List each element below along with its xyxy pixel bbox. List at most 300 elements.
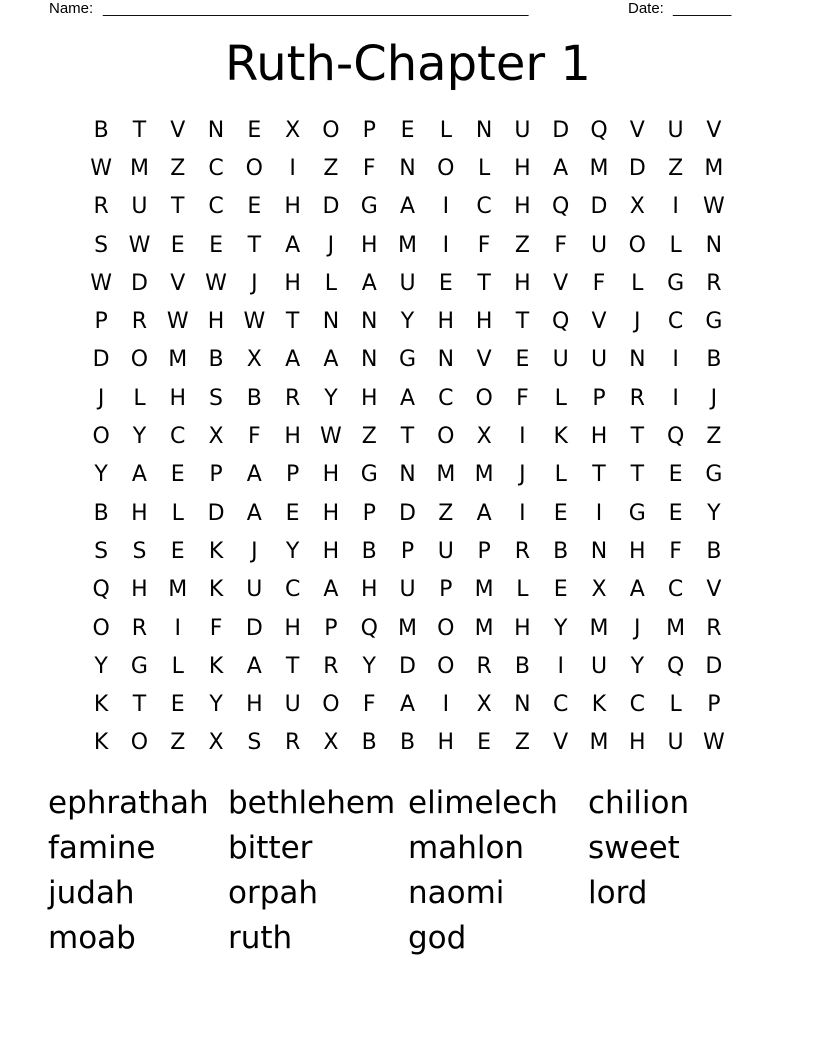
grid-letter: O — [437, 653, 455, 679]
grid-letter: E — [668, 500, 683, 526]
grid-letter: O — [92, 615, 110, 641]
grid-letter: Q — [552, 309, 570, 335]
grid-letter: A — [399, 692, 416, 718]
grid-letter: E — [553, 577, 568, 603]
grid-letter: R — [323, 653, 339, 679]
grid-letter: I — [672, 385, 679, 411]
grid-letter: E — [438, 270, 453, 296]
grid-letter: W — [90, 270, 113, 296]
grid-letter: I — [442, 194, 450, 220]
grid-letter: N — [629, 347, 646, 373]
grid-letter: K — [93, 730, 109, 756]
grid-letter: V — [629, 117, 645, 143]
grid-letter: V — [170, 117, 186, 143]
grid-letter: Y — [132, 424, 147, 450]
grid-letter: J — [97, 385, 105, 411]
grid-letter: X — [208, 730, 224, 756]
grid-letter: W — [205, 270, 227, 296]
grid-letter: T — [515, 309, 530, 335]
grid-letter: H — [284, 270, 301, 296]
grid-letter: J — [519, 462, 526, 488]
grid-letter: I — [442, 692, 450, 718]
grid-letter: A — [399, 385, 416, 411]
grid-letter: S — [132, 538, 147, 564]
grid-letter: R — [131, 615, 148, 641]
grid-letter: E — [247, 117, 262, 143]
grid-letter: U — [667, 730, 684, 756]
grid-letter: G — [667, 270, 685, 296]
grid-letter: Z — [438, 500, 454, 526]
grid-letter: W — [703, 194, 725, 220]
grid-letter: F — [477, 232, 491, 258]
grid-letter: P — [324, 615, 338, 641]
grid-letter: H — [284, 615, 301, 641]
grid-letter: U — [590, 232, 608, 258]
grid-letter: U — [437, 538, 454, 564]
grid-letter: J — [634, 615, 641, 641]
grid-letter: H — [284, 424, 301, 450]
grid-letter: O — [628, 232, 646, 258]
grid-letter: E — [285, 500, 300, 526]
word-list-item: moab — [48, 920, 136, 956]
grid-letter: B — [93, 117, 109, 143]
grid-letter: V — [591, 309, 607, 335]
grid-letter: Y — [285, 538, 300, 564]
date-field: _______ — [673, 0, 732, 17]
word-list-item: famine — [48, 830, 156, 866]
grid-letter: X — [629, 194, 645, 220]
grid-letter: M — [474, 462, 494, 488]
letter-grid — [82, 111, 733, 762]
word-list-empty — [588, 916, 768, 961]
grid-letter: O — [322, 117, 340, 143]
grid-letter: H — [131, 500, 148, 526]
grid-letter: M — [589, 615, 609, 641]
grid-letter: I — [519, 500, 526, 526]
grid-letter: Y — [553, 615, 568, 641]
grid-letter: F — [362, 692, 376, 718]
grid-letter: M — [474, 615, 494, 641]
grid-letter: T — [132, 117, 147, 143]
grid-letter: R — [629, 385, 645, 411]
grid-letter: O — [245, 155, 263, 181]
grid-letter: N — [360, 309, 378, 335]
grid-letter: T — [171, 194, 185, 220]
grid-letter: O — [475, 385, 493, 411]
grid-letter: E — [170, 692, 185, 718]
grid-letter: P — [362, 117, 376, 143]
grid-letter: K — [591, 692, 607, 718]
grid-letter: U — [667, 117, 684, 143]
grid-letter: N — [475, 117, 493, 143]
grid-letter: J — [251, 270, 258, 296]
grid-letter: B — [93, 500, 109, 526]
grid-letter: N — [590, 538, 608, 564]
grid-letter: V — [170, 270, 186, 296]
grid-letter: K — [208, 577, 224, 603]
grid-letter: A — [285, 232, 301, 258]
grid-letter: N — [514, 692, 531, 718]
grid-letter: Y — [630, 653, 645, 679]
grid-letter: I — [519, 424, 526, 450]
grid-letter: H — [322, 462, 340, 488]
grid-letter: S — [247, 730, 262, 756]
grid-letter: D — [92, 347, 110, 373]
grid-letter: A — [361, 270, 377, 296]
grid-letter: W — [128, 232, 151, 258]
grid-letter: D — [628, 155, 646, 181]
grid-letter: Q — [666, 424, 685, 450]
grid-letter: V — [553, 730, 569, 756]
grid-letter: J — [251, 538, 258, 564]
grid-letter: W — [90, 155, 113, 181]
grid-letter: G — [705, 309, 723, 335]
grid-letter: F — [554, 232, 568, 258]
grid-letter: O — [130, 730, 149, 756]
grid-letter: R — [93, 194, 109, 220]
grid-letter: Y — [362, 653, 376, 679]
grid-letter: T — [630, 424, 645, 450]
date-label: Date: — [628, 0, 664, 17]
grid-letter: V — [706, 117, 722, 143]
grid-letter: I — [442, 232, 450, 258]
word-list-item: naomi — [408, 875, 505, 911]
grid-letter: C — [208, 194, 224, 220]
word-list-item: chilion — [588, 785, 690, 821]
grid-letter: J — [710, 385, 718, 411]
grid-letter: P — [362, 500, 376, 526]
grid-letter: B — [361, 538, 377, 564]
grid-letter: C — [170, 424, 186, 450]
grid-letter: R — [131, 309, 148, 335]
grid-letter: L — [439, 117, 452, 143]
grid-letter: U — [246, 577, 263, 603]
grid-letter: D — [130, 270, 148, 296]
grid-letter: G — [360, 462, 378, 488]
grid-letter: L — [669, 692, 682, 718]
grid-letter: U — [590, 347, 608, 373]
grid-letter: Z — [514, 730, 530, 756]
grid-letter: Y — [324, 385, 338, 411]
word-list-item: mahlon — [408, 830, 525, 866]
grid-letter: E — [247, 194, 262, 220]
grid-letter: J — [634, 309, 641, 335]
grid-letter: O — [437, 424, 455, 450]
grid-letter: E — [668, 462, 683, 488]
grid-letter: C — [667, 309, 684, 335]
grid-letter: U — [399, 270, 416, 296]
grid-letter: I — [289, 155, 296, 181]
grid-letter: U — [514, 117, 531, 143]
grid-letter: H — [590, 424, 608, 450]
grid-letter: C — [667, 577, 684, 603]
grid-letter: N — [207, 117, 225, 143]
grid-letter: R — [284, 385, 301, 411]
grid-letter: X — [476, 424, 492, 450]
grid-letter: B — [208, 347, 224, 373]
name-label: Name: — [49, 0, 94, 17]
grid-letter: G — [705, 462, 723, 488]
grid-letter: H — [131, 577, 148, 603]
word-list-item: lord — [588, 875, 648, 911]
word-list-item: sweet — [588, 830, 680, 866]
grid-letter: P — [592, 385, 606, 411]
grid-letter: P — [707, 692, 721, 718]
grid-letter: J — [327, 232, 335, 258]
grid-letter: P — [477, 538, 491, 564]
grid-letter: W — [703, 730, 725, 756]
grid-letter: I — [595, 500, 603, 526]
grid-letter: N — [705, 232, 723, 258]
word-list-item: ephrathah — [48, 785, 209, 821]
grid-letter: R — [706, 270, 722, 296]
grid-letter: V — [476, 347, 492, 373]
grid-letter: H — [629, 730, 646, 756]
grid-letter: X — [323, 730, 339, 756]
grid-letter: M — [436, 462, 456, 488]
grid-letter: X — [285, 117, 301, 143]
grid-letter: X — [208, 424, 224, 450]
grid-letter: W — [243, 309, 266, 335]
grid-letter: C — [629, 692, 645, 718]
grid-letter: D — [399, 653, 416, 679]
grid-letter: D — [245, 615, 263, 641]
grid-letter: N — [437, 347, 455, 373]
grid-letter: K — [93, 692, 109, 718]
grid-letter: E — [515, 347, 530, 373]
grid-letter: R — [706, 615, 722, 641]
grid-letter: X — [476, 692, 492, 718]
grid-letter: W — [166, 309, 189, 335]
grid-letter: L — [554, 462, 567, 488]
grid-letter: T — [285, 309, 300, 335]
grid-letter: W — [320, 424, 342, 450]
grid-letter: L — [554, 385, 567, 411]
grid-letter: Q — [552, 194, 570, 220]
grid-letter: O — [322, 692, 340, 718]
grid-letter: Z — [361, 424, 377, 450]
grid-letter: B — [246, 385, 262, 411]
grid-letter: H — [207, 309, 225, 335]
grid-letter: A — [323, 577, 339, 603]
grid-letter: O — [437, 155, 455, 181]
grid-letter: A — [285, 347, 301, 373]
grid-letter: T — [285, 653, 300, 679]
grid-letter: E — [553, 500, 568, 526]
grid-letter: P — [209, 462, 223, 488]
grid-letter: R — [476, 653, 492, 679]
grid-letter: F — [669, 538, 682, 564]
grid-letter: F — [248, 424, 261, 450]
grid-letter: Z — [668, 155, 684, 181]
grid-letter: D — [399, 500, 416, 526]
grid-letter: L — [133, 385, 146, 411]
grid-letter: M — [398, 232, 418, 258]
grid-letter: R — [284, 730, 301, 756]
grid-letter: I — [672, 194, 679, 220]
grid-letter: T — [247, 232, 262, 258]
grid-letter: M — [129, 155, 149, 181]
grid-letter: A — [476, 500, 492, 526]
grid-letter: U — [284, 692, 301, 718]
grid-letter: E — [170, 462, 185, 488]
grid-letter: T — [477, 270, 491, 296]
grid-letter: S — [209, 385, 224, 411]
grid-letter: E — [209, 232, 223, 258]
grid-letter: G — [628, 500, 646, 526]
grid-letter: O — [130, 347, 149, 373]
grid-letter: A — [553, 155, 569, 181]
grid-letter: Q — [666, 653, 685, 679]
grid-letter: Q — [92, 577, 110, 603]
grid-letter: M — [168, 577, 188, 603]
grid-letter: A — [399, 194, 416, 220]
grid-letter: B — [706, 538, 722, 564]
grid-letter: A — [246, 653, 262, 679]
grid-letter: D — [705, 653, 723, 679]
grid-letter: Q — [360, 615, 378, 641]
grid-letter: T — [132, 692, 147, 718]
grid-letter: E — [477, 730, 492, 756]
grid-letter: R — [514, 538, 531, 564]
grid-letter: F — [516, 385, 529, 411]
grid-letter: H — [322, 538, 340, 564]
grid-letter: C — [208, 155, 224, 181]
word-list-item: orpah — [228, 875, 319, 911]
grid-letter: A — [246, 500, 262, 526]
grid-letter: Y — [94, 653, 108, 679]
grid-letter: V — [706, 577, 722, 603]
grid-letter: Z — [323, 155, 339, 181]
grid-letter: B — [399, 730, 416, 756]
grid-letter: H — [169, 385, 187, 411]
grid-letter: B — [706, 347, 722, 373]
grid-letter: F — [592, 270, 606, 296]
grid-letter: H — [360, 385, 378, 411]
page-title: Ruth-Chapter 1 — [225, 36, 591, 92]
name-field: ___________________________________________________ — [103, 0, 529, 17]
grid-letter: B — [514, 653, 530, 679]
grid-letter: L — [516, 577, 529, 603]
grid-letter: D — [322, 194, 340, 220]
grid-letter: U — [131, 194, 148, 220]
grid-letter: T — [400, 424, 415, 450]
grid-letter: Z — [170, 730, 186, 756]
word-list-item: bethlehem — [228, 785, 396, 821]
grid-letter: B — [553, 538, 569, 564]
grid-letter: C — [553, 692, 569, 718]
grid-letter: V — [553, 270, 569, 296]
grid-letter: B — [361, 730, 377, 756]
grid-letter: E — [400, 117, 415, 143]
grid-letter: G — [130, 653, 148, 679]
grid-letter: Y — [209, 692, 223, 718]
grid-letter: H — [437, 730, 455, 756]
grid-letter: H — [246, 692, 263, 718]
grid-letter: G — [398, 347, 417, 373]
grid-letter: M — [704, 155, 724, 181]
grid-letter: N — [360, 347, 378, 373]
grid-letter: M — [398, 615, 418, 641]
grid-letter: E — [170, 538, 185, 564]
grid-letter: G — [360, 194, 378, 220]
grid-letter: N — [322, 309, 340, 335]
grid-letter: H — [629, 538, 646, 564]
grid-letter: O — [437, 615, 455, 641]
word-list-item: ruth — [228, 920, 293, 956]
grid-letter: M — [168, 347, 188, 373]
grid-letter: H — [514, 270, 531, 296]
word-list-item: elimelech — [408, 785, 558, 821]
grid-letter: D — [590, 194, 608, 220]
grid-letter: T — [630, 462, 645, 488]
grid-letter: P — [94, 309, 108, 335]
grid-letter: U — [590, 653, 608, 679]
grid-letter: Q — [590, 117, 608, 143]
grid-letter: L — [631, 270, 644, 296]
grid-letter: E — [170, 232, 185, 258]
grid-letter: L — [171, 653, 184, 679]
grid-letter: H — [360, 577, 378, 603]
grid-letter: F — [209, 615, 223, 641]
grid-letter: L — [324, 270, 338, 296]
word-list-item: bitter — [228, 830, 313, 866]
grid-letter: L — [171, 500, 184, 526]
grid-letter: K — [553, 424, 568, 450]
grid-letter: I — [174, 615, 181, 641]
grid-letter: P — [285, 462, 300, 488]
grid-letter: I — [557, 653, 564, 679]
grid-letter: H — [514, 155, 531, 181]
grid-letter: Y — [707, 500, 721, 526]
grid-letter: C — [284, 577, 301, 603]
grid-letter: A — [131, 462, 147, 488]
grid-letter: H — [514, 615, 531, 641]
grid-letter: Y — [400, 309, 415, 335]
grid-letter: H — [322, 500, 340, 526]
grid-letter: U — [399, 577, 416, 603]
grid-letter: L — [669, 232, 682, 258]
grid-letter: H — [284, 194, 301, 220]
grid-letter: H — [437, 309, 455, 335]
grid-letter: L — [477, 155, 491, 181]
grid-letter: T — [592, 462, 606, 488]
grid-letter: Z — [514, 232, 530, 258]
grid-letter: C — [476, 194, 492, 220]
grid-letter: M — [474, 577, 494, 603]
grid-letter: Z — [706, 424, 722, 450]
grid-letter: H — [514, 194, 531, 220]
grid-letter: H — [360, 232, 378, 258]
grid-letter: U — [552, 347, 569, 373]
grid-letter: M — [666, 615, 686, 641]
grid-letter: P — [439, 577, 453, 603]
grid-letter: I — [672, 347, 679, 373]
grid-letter: D — [552, 117, 570, 143]
grid-letter: A — [246, 462, 262, 488]
grid-letter: Z — [170, 155, 186, 181]
word-list-item: god — [408, 920, 467, 956]
grid-letter: H — [475, 309, 493, 335]
grid-letter: S — [94, 538, 109, 564]
grid-letter: X — [246, 347, 262, 373]
grid-letter: S — [94, 232, 109, 258]
grid-letter: N — [399, 462, 416, 488]
grid-letter: M — [589, 730, 609, 756]
grid-letter: D — [207, 500, 225, 526]
grid-letter: P — [400, 538, 415, 564]
grid-letter: Y — [94, 462, 108, 488]
